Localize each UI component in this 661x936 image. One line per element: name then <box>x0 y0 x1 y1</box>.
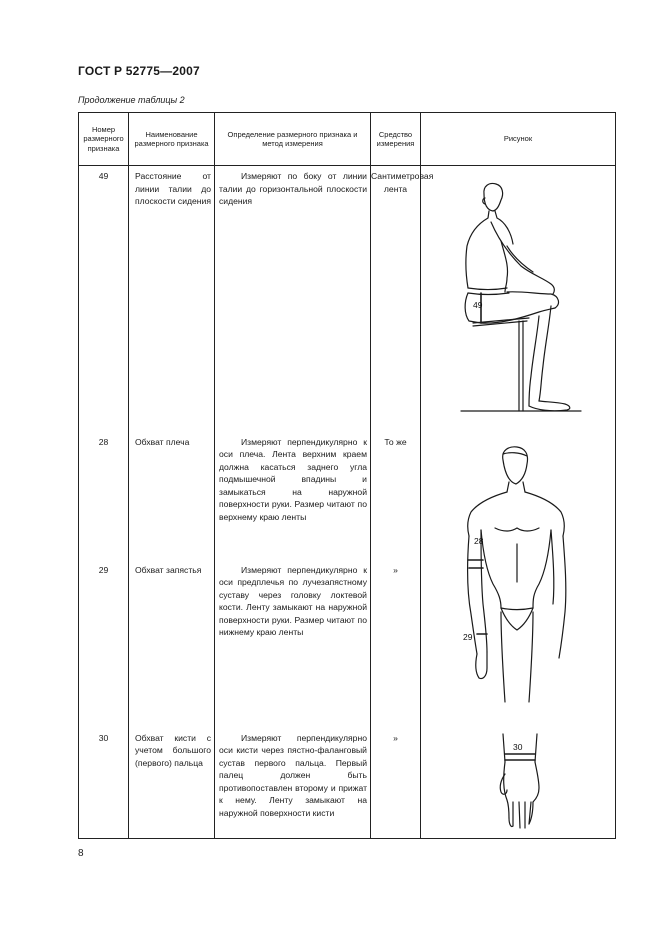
row-tool: » <box>371 728 421 839</box>
measurement-table <box>78 112 616 839</box>
row-number: 29 <box>79 560 129 728</box>
standing-label-wrist: 29 <box>463 631 473 642</box>
hand-figure-drawing <box>421 728 616 839</box>
row-definition: Измеряют перпендикулярно к оси плеча. Лента верхним краем должна касаться заднего угла подмышечной впадины и замыкаться на наружной поверхности руки. Размер читают по верхнему краю ленты <box>215 432 371 560</box>
page-number: 8 <box>78 848 84 859</box>
col-header-name: Наименование размерного признака <box>129 113 215 166</box>
figure-seated-cell <box>421 166 616 432</box>
table-row <box>79 728 616 839</box>
standing-figure-drawing <box>421 432 616 732</box>
row-tool: То же <box>371 432 421 560</box>
row-name: Расстояние от линии талии до плоскости сидения <box>129 166 215 432</box>
col-header-figure: Рисунок <box>421 113 616 166</box>
document-title: ГОСТ Р 52775—2007 <box>78 64 200 78</box>
row-definition: Измеряют перпендикулярно к оси предплечья по лучезапястному суставу через головку локтевой кости. Ленту замыкают на наружной поверхности руки. Размер читают по нижнему краю ленты <box>215 560 371 728</box>
table-continuation-caption: Продолжение таблицы 2 <box>78 95 185 105</box>
figure-hand-cell <box>421 728 616 839</box>
row-name: Обхват запястья <box>129 560 215 728</box>
row-definition: Измеряют перпендикулярно оси кисти через пястно-фаланговый сустав первого пальца. Первый палец должен быть противопоставлен второму и прижат к нему. Ленту замыкают на наружной поверхности кисти <box>215 728 371 839</box>
hand-label: 30 <box>513 741 523 752</box>
col-header-tool: Средство измерения <box>371 113 421 166</box>
row-definition: Измеряют по боку от линии талии до горизонтальной плоскости сидения <box>215 166 371 432</box>
row-number: 30 <box>79 728 129 839</box>
col-header-number: Номер размерного признака <box>79 113 129 166</box>
standing-label-shoulder: 28 <box>474 535 484 546</box>
table-row <box>79 166 616 432</box>
col-header-definition: Определение размерного признака и метод измерения <box>215 113 371 166</box>
row-tool: » <box>371 560 421 728</box>
row-number: 28 <box>79 432 129 560</box>
row-name: Обхват плеча <box>129 432 215 560</box>
table-row <box>79 432 616 560</box>
seated-figure-drawing <box>421 166 616 432</box>
row-number: 49 <box>79 166 129 432</box>
figure-standing-cell <box>421 432 616 728</box>
row-name: Обхват кисти с учетом большого (первого) пальца <box>129 728 215 839</box>
row-tool: Сантиметровая лента <box>371 166 421 432</box>
seated-label: 49 <box>473 300 483 310</box>
table-header-row <box>79 113 616 166</box>
